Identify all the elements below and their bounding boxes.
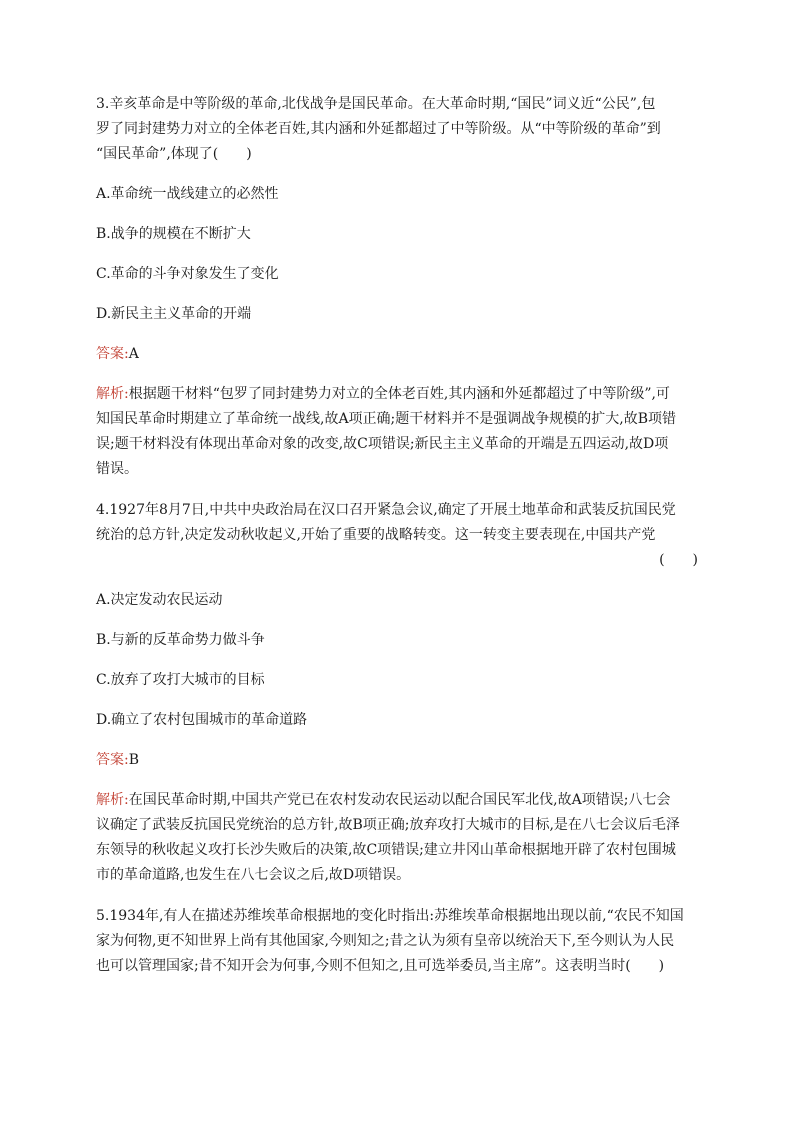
- question-4-analysis: [96, 788, 698, 888]
- question-4-option-b: B.与新的反革命势力做斗争: [96, 632, 265, 648]
- question-4-answer: [96, 748, 698, 773]
- question-3-analysis: [96, 382, 698, 482]
- question-5-stem-line: 也可以管理国家;昔不知开会为何事,今则不但知之,且可选举委员,当主席”。这表明当时( ): [96, 958, 665, 974]
- analysis-label: 解析:: [96, 792, 129, 808]
- analysis-line: [96, 788, 698, 813]
- analysis-line: 议确定了武装反抗国民党统治的总方针,故B项正确;放弃攻打大城市的目标,是在八七会议后毛泽: [96, 817, 680, 833]
- analysis-line: 知国民革命时期建立了革命统一战线,故A项正确;题干材料并不是强调战争规模的扩大,故B项错: [96, 411, 677, 427]
- question-4-stem-line: 统治的总方针,决定发动秋收起义,开始了重要的战略转变。这一转变主要表现在,中国共产党: [96, 527, 656, 543]
- answer-label: 答案:: [96, 752, 129, 768]
- question-4-stem-line: 4.1927年8月7日,中共中央政治局在汉口召开紧急会议,确定了开展土地革命和武装反抗国民党: [96, 502, 676, 518]
- question-3-stem-line: “国民革命”,体现了( ): [96, 146, 252, 162]
- analysis-line: 市的革命道路,也发生在八七会议之后,故D项错误。: [96, 867, 411, 883]
- question-5-stem: [96, 904, 698, 979]
- question-3-option-b: B.战争的规模在不断扩大: [96, 226, 251, 242]
- question-3-stem-line: 罗了同封建势力对立的全体老百姓,其内涵和外延都超过了中等阶级。从“中等阶级的革命”到: [96, 121, 661, 137]
- analysis-line: 东领导的秋收起义攻打长沙失败后的决策,故C项错误;建立井冈山革命根据地开辟了农村包围城: [96, 842, 676, 858]
- question-5-stem-line: 5.1934年,有人在描述苏维埃革命根据地的变化时指出:苏维埃革命根据地出现以前,“农民不知国: [96, 908, 684, 924]
- question-4-option-c: C.放弃了攻打大城市的目标: [96, 672, 265, 688]
- answer-blank: ( ): [659, 552, 698, 568]
- answer-label: 答案:: [96, 346, 129, 362]
- question-4-option-a: A.决定发动农民运动: [96, 592, 223, 608]
- analysis-text: 根据题干材料“包罗了同封建势力对立的全体老百姓,其内涵和外延都超过了中等阶级”,可: [128, 386, 670, 402]
- question-3-option-d: D.新民主主义革命的开端: [96, 306, 252, 322]
- analysis-line: 误;题干材料没有体现出革命对象的改变,故C项错误;新民主主义革命的开端是五四运动,故D项: [96, 436, 669, 452]
- question-5: [96, 904, 698, 979]
- question-4: [96, 498, 698, 888]
- answer-value: A: [128, 346, 139, 362]
- question-4-stem: [96, 498, 698, 573]
- question-3-stem-line: 3.辛亥革命是中等阶级的革命,北伐战争是国民革命。在大革命时期,“国民”词义近“公民”,包: [96, 96, 656, 112]
- question-4-option-d: D.确立了农村包围城市的革命道路: [96, 712, 308, 728]
- analysis-text: 在国民革命时期,中国共产党已在农村发动农民运动以配合国民军北伐,故A项错误;八七会: [128, 792, 671, 808]
- question-3-stem: [96, 92, 698, 167]
- analysis-line: 错误。: [96, 461, 138, 477]
- question-3-option-a: A.革命统一战线建立的必然性: [96, 186, 279, 202]
- analysis-line: [96, 382, 698, 407]
- question-3: [96, 92, 698, 482]
- analysis-label: 解析:: [96, 386, 129, 402]
- question-3-answer: [96, 342, 698, 367]
- answer-value: B: [128, 752, 140, 768]
- question-3-option-c: C.革命的斗争对象发生了变化: [96, 266, 279, 282]
- question-5-stem-line: 家为何物,更不知世界上尚有其他国家,今则知之;昔之认为须有皇帝以统治天下,至今则认为人民: [96, 933, 675, 949]
